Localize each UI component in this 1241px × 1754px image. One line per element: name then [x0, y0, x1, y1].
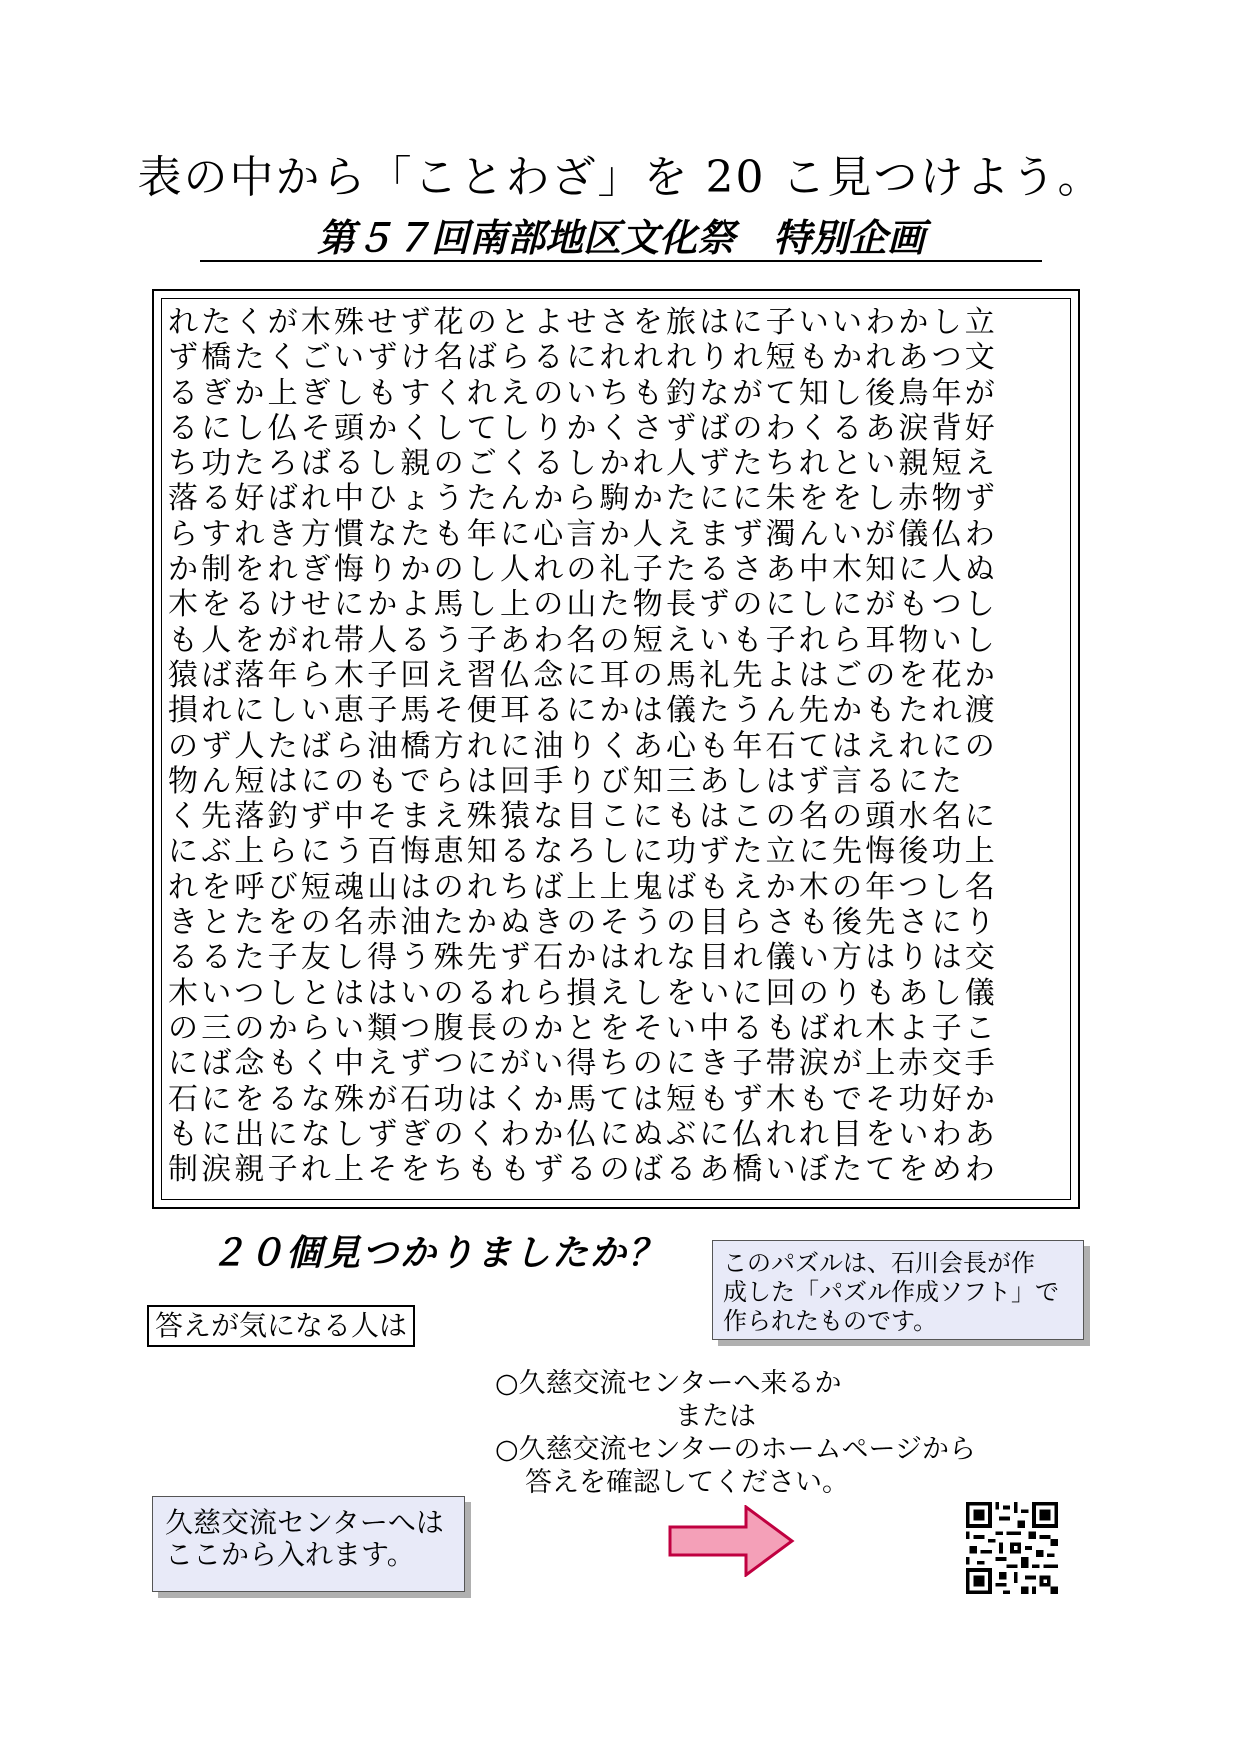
- grid-row: るるた子友し得う殊先ず石かはれな目れ儀い方はりは交: [168, 940, 998, 976]
- puzzle-note-line: このパズルは、石川会長が作: [723, 1249, 1035, 1277]
- instructions: [495, 1367, 1095, 1499]
- page-title: 表の中から「ことわざ」を 20 こ見つけよう。: [137, 152, 1104, 203]
- enter-box-line: ここから入れます。: [165, 1538, 415, 1571]
- grid-row: 制涙親子れ上そをちももずるのばるあ橋いぼたてをめわ: [168, 1152, 998, 1188]
- grid-row: 猿ば落年ら木子回え習仏念に耳の馬礼先よはごのを花か: [168, 657, 998, 693]
- grid-row: ち功たろばるし親のごくるしかれ人ずたちれとい親短え: [168, 446, 998, 482]
- enter-link-box: [152, 1496, 465, 1592]
- puzzle-note-line: 作られたものです。: [723, 1307, 938, 1335]
- word-search-grid: [152, 289, 1080, 1209]
- instruction-line: ○久慈交流センターへ来るか: [495, 1368, 842, 1399]
- enter-box-line: 久慈交流センターへは: [165, 1506, 444, 1539]
- grid-row: 木をるけせにかよ馬し上の山た物長ずのにしにがもつし: [168, 587, 998, 623]
- right-arrow-icon: [668, 1505, 796, 1577]
- puzzle-note-box: [712, 1240, 1084, 1340]
- grid-row: 物ん短はにのもでらは回手りび知三あしはず言るにた: [168, 763, 965, 799]
- puzzle-note-line: 成した「パズル作成ソフト」で: [723, 1278, 1059, 1306]
- grid-row: れを呼び短魂山はのれちば上上鬼ばもえか木の年つし名: [168, 869, 998, 905]
- grid-row: ず橋たくごいずけ名ばらるにれれれりれ短もかれあつ文: [168, 340, 998, 376]
- grid-row: 落る好ばれ中ひょうたんから駒かたにに朱ををし赤物ず: [168, 481, 998, 517]
- grid-row: 木いつしとははいのるれら損えしをいに回のりもあし儀: [168, 975, 998, 1011]
- grid-row: にば念もく中えずつにがい得ちのにき子帯涙が上赤交手: [168, 1046, 998, 1082]
- instruction-line: ○久慈交流センターのホームページから: [495, 1434, 976, 1465]
- grid-row: るぎか上ぎしもすくれえのいちも釣ながて知し後鳥年が: [168, 375, 998, 411]
- grid-row: るにし仏そ頭かくしてしりかくさずばのわくるあ涙背好: [168, 410, 998, 446]
- grid-rows: [168, 305, 1066, 1187]
- grid-row: れたくが木殊せず花のとよせさを旅はに子いいわかし立: [168, 305, 998, 340]
- found-question: ２０個見つかりましたか？: [210, 1233, 667, 1274]
- grid-row: 石にをるな殊が石功はくか馬ては短もず木もでそ功好か: [168, 1081, 998, 1117]
- grid-row: にぶ上らにう百悔恵知るなろしに功ずた立に先悔後功上: [168, 834, 998, 870]
- instruction-line: または: [675, 1401, 756, 1432]
- instruction-line: 答えを確認してください。: [525, 1467, 849, 1498]
- grid-row: 損れにしい恵子馬そ便耳るにかは儀たうん先かもたれ渡: [168, 693, 998, 729]
- grid-row: らすれき方慣なたも年に心言か人えまず濁んいが儀仏わ: [168, 516, 998, 552]
- grid-row: も人をがれ帯人るう子あわ名の短えいも子れら耳物いし: [168, 622, 998, 658]
- grid-row: く先落釣ず中そまえ殊猿な目こにもはこの名の頭水名に: [168, 799, 998, 835]
- qr-code-icon[interactable]: [966, 1502, 1058, 1594]
- grid-row: か制をれぎ悔りかのし人れの礼子たるさあ中木知に人ぬ: [168, 552, 998, 588]
- grid-row: のず人たばら油橋方れに油りくあ心も年石てはえれにの: [168, 728, 998, 764]
- answer-label: 答えが気になる人は: [147, 1305, 415, 1347]
- page-subtitle: 第５７回南部地区文化祭 特別企画: [200, 216, 1042, 262]
- grid-row: もに出になしずぎのくわか仏にぬぶに仏れれ目をいわあ: [168, 1116, 998, 1152]
- grid-row: きとたをの名赤油たかぬきのそうの目らさも後先さにり: [168, 905, 998, 941]
- grid-row: の三のからい類つ腹長のかとをそい中るもばれ木よ子こ: [168, 1010, 998, 1046]
